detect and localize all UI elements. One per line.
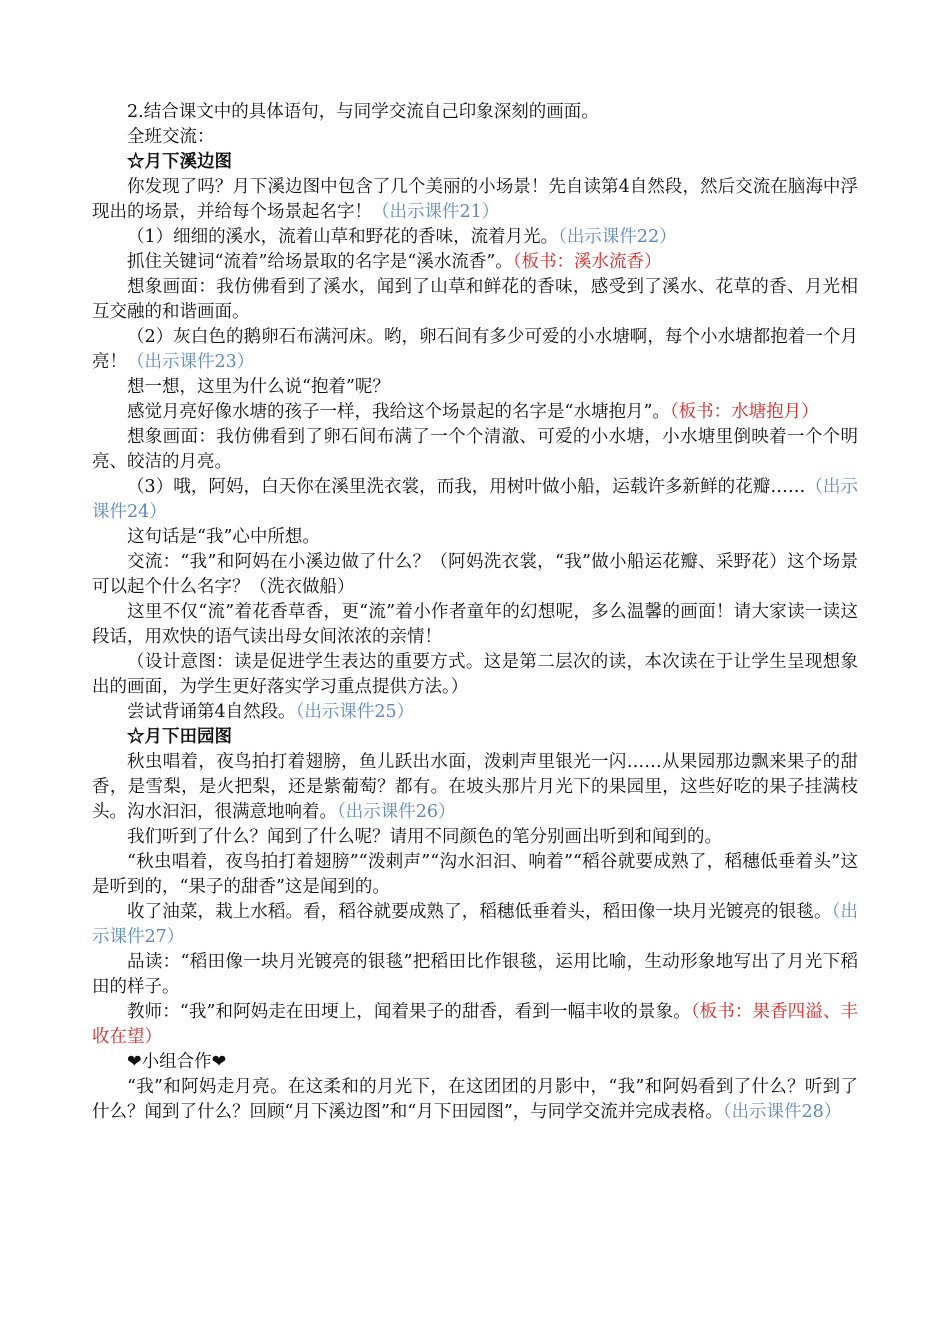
courseware-note: （出示课件28） bbox=[722, 1102, 842, 1122]
paragraph: （1）细细的溪水，流着山草和野花的香味，流着月光。（出示课件22） bbox=[127, 227, 677, 247]
courseware-note: （出示课件24） bbox=[92, 477, 859, 522]
paragraph: 你发现了吗？月下溪边图中包含了几个美丽的小场景！先自读第4自然段，然后交流在脑海中浮现出的场景，并给每个场景起名字！（出示课件21） bbox=[92, 177, 858, 222]
paragraph: 教师：“我”和阿妈走在田埂上，闻着果子的甜香，看到一幅丰收的景象。（板书：果香四溢、丰收在望） bbox=[92, 1002, 858, 1047]
paragraph: 感觉月亮好像水塘的孩子一样，我给这个场景起的名字是“水塘抱月”。（板书：水塘抱月） bbox=[127, 402, 819, 422]
paragraph: 想一想，这里为什么说“抱着”呢？ bbox=[127, 377, 390, 397]
class-exchange-label: 全班交流： bbox=[127, 127, 215, 147]
paragraph: 秋虫唱着，夜鸟拍打着翅膀，鱼儿跃出水面，泼剌声里银光一闪……从果园那边飘来果子的甜香，是雪梨，是火把梨，还是紫葡萄？都有。在坡头那片月光下的果园里，这些好吃的果子挂满枝头。沟水汩汩，很满意地响着。（出示课件26） bbox=[92, 752, 858, 822]
paragraph: 收了油菜，栽上水稻。看，稻谷就要成熟了，稻穗低垂着头，稻田像一块月光镀亮的银毯。（出示课件27） bbox=[92, 902, 859, 947]
courseware-note: （出示课件27） bbox=[92, 902, 859, 947]
paragraph: “秋虫唱着，夜鸟拍打着翅膀”“泼刺声”“沟水汩汩、响着”“稻谷就要成熟了，稻穗低垂着头”这是听到的，“果子的甜香”这是闻到的。 bbox=[92, 852, 858, 897]
blackboard-note: （板书：果香四溢、丰收在望） bbox=[92, 1002, 858, 1047]
section-title-field: ☆月下田园图 bbox=[127, 727, 232, 747]
paragraph: （3）哦，阿妈，白天你在溪里洗衣裳，而我，用树叶做小船，运载许多新鲜的花瓣……（出示课件24） bbox=[92, 477, 859, 522]
paragraph: 这里不仅“流”着花香草香，更“流”着小作者童年的幻想呢，多么温馨的画面！请大家读一读这段话，用欢快的语气读出母女间浓浓的亲情！ bbox=[92, 602, 858, 647]
task-heading: 2.结合课文中的具体语句，与同学交流自己印象深刻的画面。 bbox=[127, 102, 599, 122]
paragraph: “我”和阿妈走月亮。在这柔和的月光下，在这团团的月影中，“我”和阿妈看到了什么？听到了什么？闻到了什么？回顾“月下溪边图”和“月下田园图”，与同学交流并完成表格。（出示课件28） bbox=[92, 1077, 858, 1122]
section-title-stream: ☆月下溪边图 bbox=[127, 152, 232, 172]
paragraph: 尝试背诵第4自然段。（出示课件25） bbox=[127, 702, 415, 722]
courseware-note: （出示课件23） bbox=[127, 352, 255, 372]
paragraph: 交流：“我”和阿妈在小溪边做了什么？（阿妈洗衣裳，“我”做小船运花瓣、采野花）这个场景可以起个什么名字？（洗衣做船） bbox=[92, 552, 858, 597]
courseware-note: （出示课件26） bbox=[337, 802, 456, 822]
paragraph: 抓住关键词“流着”给场景取的名字是“溪水流香”。（板书：溪水流香） bbox=[127, 252, 662, 272]
paragraph: 想象画面：我仿佛看到了溪水，闻到了山草和鲜花的香味，感受到了溪水、花草的香、月光相互交融的和谐画面。 bbox=[92, 277, 858, 322]
paragraph: 这句话是“我”心中所想。 bbox=[127, 527, 320, 547]
design-intent: （设计意图：读是促进学生表达的重要方式。这是第二层次的读，本次读在于让学生呈现想象出的画面，为学生更好落实学习重点提供方法。） bbox=[92, 652, 858, 697]
paragraph: 品读：“稻田像一块月光镀亮的银毯”把稻田比作银毯，运用比喻，生动形象地写出了月光下稻田的样子。 bbox=[92, 952, 858, 997]
courseware-note: （出示课件22） bbox=[558, 227, 677, 247]
paragraph: （2）灰白色的鹅卵石布满河床。哟，卵石间有多少可爱的小水塘啊，每个小水塘都抱着一个月亮！（出示课件23） bbox=[92, 327, 858, 372]
blackboard-note: （板书：溪水流香） bbox=[512, 252, 662, 272]
courseware-note: （出示课件21） bbox=[372, 202, 500, 222]
group-work-title: ❤小组合作❤ bbox=[127, 1052, 227, 1072]
paragraph: 我们听到了什么？闻到了什么呢？请用不同颜色的笔分别画出听到和闻到的。 bbox=[127, 827, 722, 847]
courseware-note: （出示课件25） bbox=[295, 702, 415, 722]
blackboard-note: （板书：水塘抱月） bbox=[669, 402, 819, 422]
paragraph: 想象画面：我仿佛看到了卵石间布满了一个个清澈、可爱的小水塘，小水塘里倒映着一个个明亮、皎洁的月亮。 bbox=[92, 427, 858, 472]
